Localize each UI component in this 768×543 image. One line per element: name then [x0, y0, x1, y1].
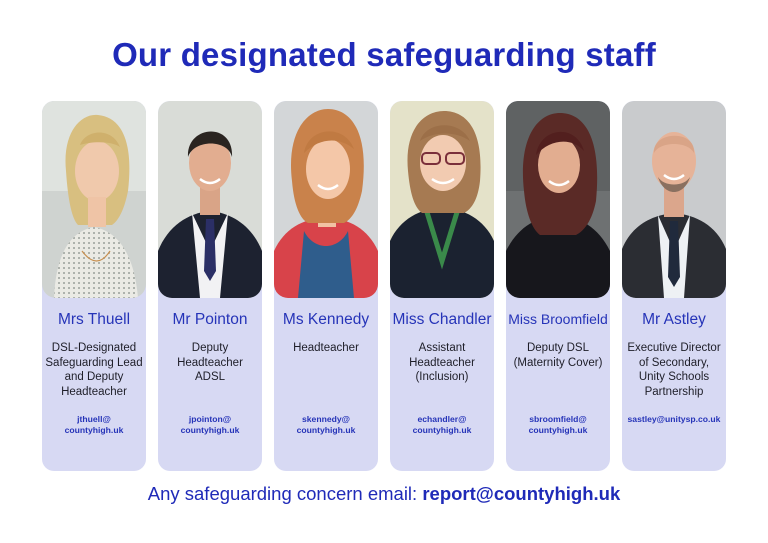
staff-role: DSL-Designated Safeguarding Lead and Deputy Headteacher [45, 342, 143, 398]
report-email-link[interactable]: report@countyhigh.uk [422, 483, 621, 504]
staff-name: Mr Astley [642, 311, 706, 328]
person-photo-icon [274, 101, 378, 298]
person-photo-icon [506, 101, 610, 298]
staff-email: skennedy@ countyhigh.uk [296, 414, 356, 435]
person-photo-icon [158, 101, 262, 298]
footer-contact [0, 483, 768, 505]
staff-card-pointon [158, 101, 262, 471]
staff-cards [42, 101, 726, 473]
page-title: Our designated safeguarding staff [112, 36, 656, 73]
staff-email: jthuell@ countyhigh.uk [64, 414, 124, 435]
staff-role: Executive Director of Secondary, Unity Schools Partnership [627, 342, 721, 398]
staff-card-astley [622, 101, 726, 471]
staff-role: Deputy DSL (Maternity Cover) [513, 342, 603, 369]
staff-role: Assistant Headteacher (Inclusion) [409, 342, 475, 383]
staff-email: sbroomfield@ countyhigh.uk [528, 414, 588, 435]
staff-email: sastley@unitysp.co.uk [627, 414, 721, 424]
staff-card-kennedy [274, 101, 378, 471]
staff-name: Mr Pointon [172, 311, 248, 328]
staff-card-thuell [42, 101, 146, 471]
staff-card-chandler [390, 101, 494, 471]
person-photo-icon [622, 101, 726, 298]
staff-name: Mrs Thuell [57, 311, 131, 328]
staff-name: Miss Chandler [392, 311, 492, 328]
staff-name: Ms Kennedy [282, 311, 370, 328]
footer-text: Any safeguarding concern email: [147, 483, 423, 504]
staff-email: jpointon@ countyhigh.uk [180, 414, 240, 435]
person-photo-icon [42, 101, 146, 298]
staff-role: Deputy Headteacher ADSL [177, 342, 243, 383]
staff-name: Miss Broomfield [508, 311, 608, 327]
staff-role: Headteacher [293, 342, 359, 354]
staff-email: echandler@ countyhigh.uk [412, 414, 472, 435]
staff-card-broomfield [506, 101, 610, 471]
person-photo-icon [390, 101, 494, 298]
